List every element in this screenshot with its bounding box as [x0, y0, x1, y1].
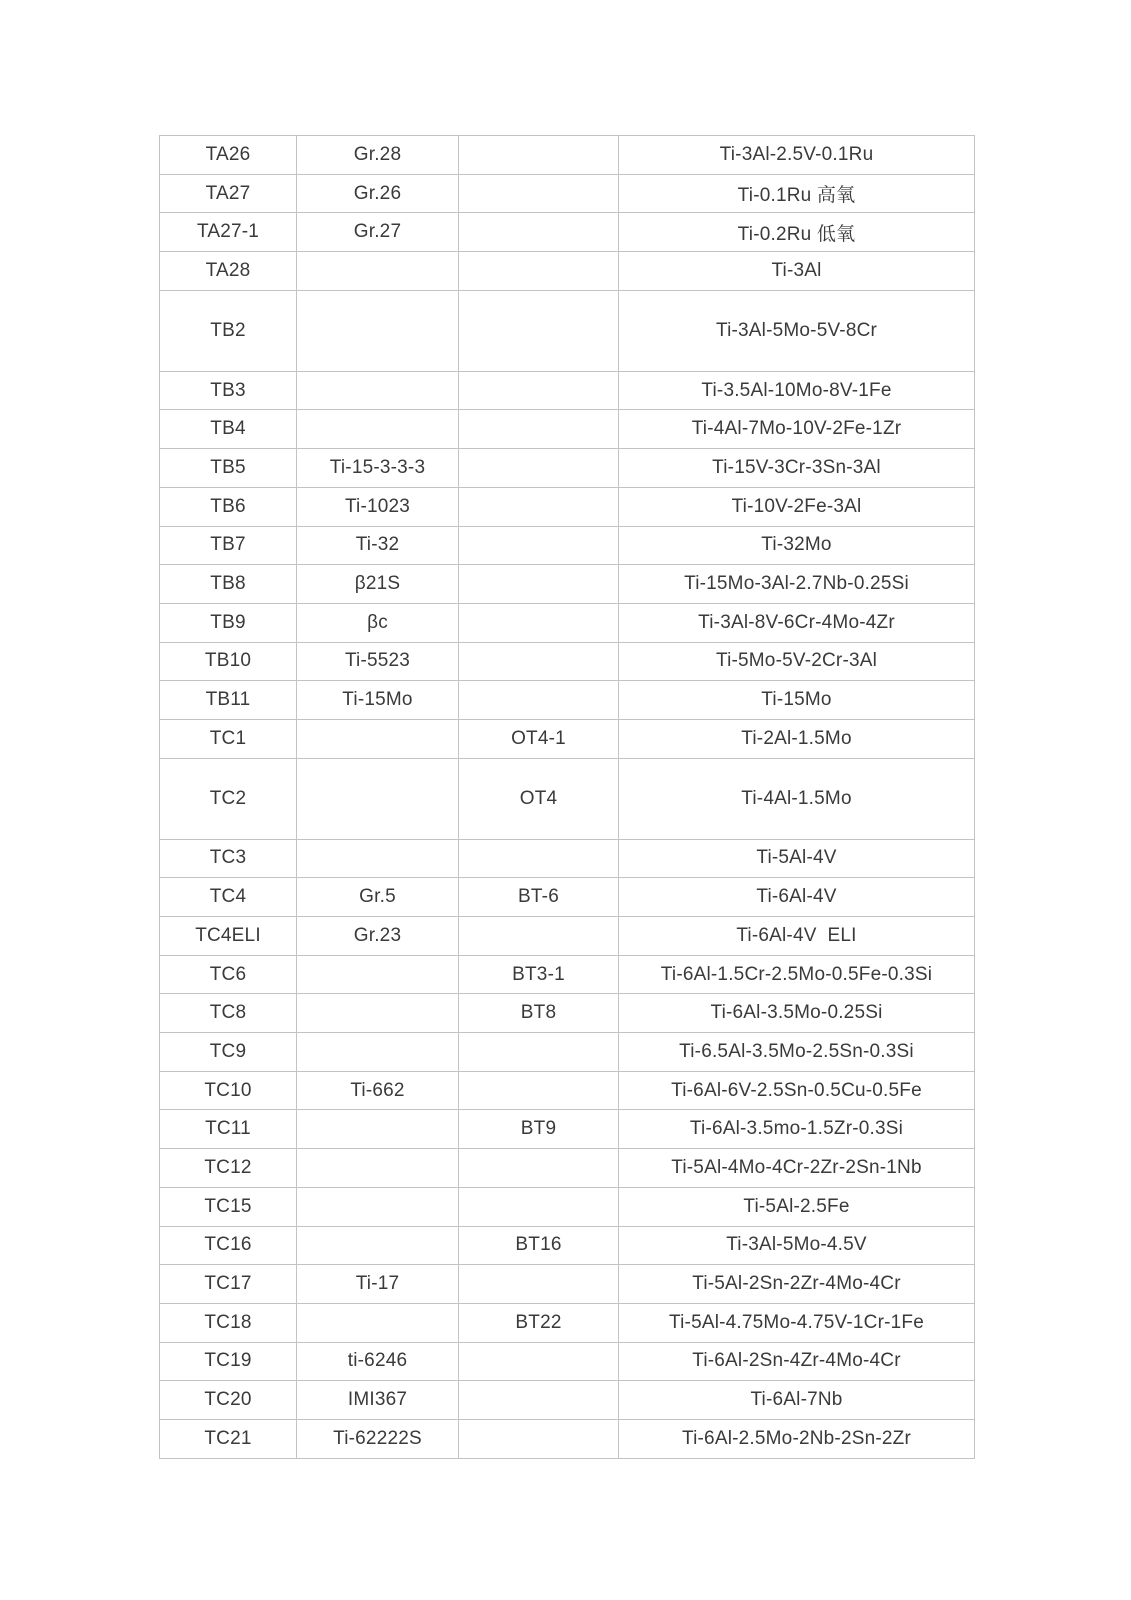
table-row: [160, 878, 975, 917]
cell-grade-ru: [459, 1419, 619, 1458]
cell-grade-cn: TC2: [160, 758, 297, 839]
cell-grade-ru: [459, 449, 619, 488]
cell-grade-us: [297, 719, 459, 758]
cell-grade-cn: TC8: [160, 994, 297, 1033]
cell-grade-us: [297, 371, 459, 410]
cell-grade-cn: TB5: [160, 449, 297, 488]
cell-grade-ru: [459, 1071, 619, 1110]
cell-grade-cn: TB8: [160, 565, 297, 604]
cell-composition: Ti-3Al-8V-6Cr-4Mo-4Zr: [619, 603, 975, 642]
cell-grade-cn: TC15: [160, 1187, 297, 1226]
table-row: [160, 1342, 975, 1381]
cell-grade-ru: [459, 290, 619, 371]
cell-grade-cn: TC18: [160, 1303, 297, 1342]
cell-grade-ru: OT4: [459, 758, 619, 839]
cell-composition: Ti-6Al-4V: [619, 878, 975, 917]
cell-grade-cn: TB6: [160, 487, 297, 526]
table-row: [160, 565, 975, 604]
cell-grade-cn: TC10: [160, 1071, 297, 1110]
cell-grade-us: [297, 410, 459, 449]
cell-grade-us: β21S: [297, 565, 459, 604]
cell-grade-ru: BT16: [459, 1226, 619, 1265]
cell-composition: Ti-6Al-3.5mo-1.5Zr-0.3Si: [619, 1110, 975, 1149]
cell-composition: Ti-6Al-1.5Cr-2.5Mo-0.5Fe-0.3Si: [619, 955, 975, 994]
cell-composition: Ti-6Al-6V-2.5Sn-0.5Cu-0.5Fe: [619, 1071, 975, 1110]
cell-grade-ru: [459, 1342, 619, 1381]
cell-grade-us: [297, 758, 459, 839]
table-row: [160, 371, 975, 410]
cell-composition: Ti-5Al-2.5Fe: [619, 1187, 975, 1226]
table-row: [160, 526, 975, 565]
cell-grade-us: Ti-62222S: [297, 1419, 459, 1458]
table-row: [160, 290, 975, 371]
cell-composition: Ti-3.5Al-10Mo-8V-1Fe: [619, 371, 975, 410]
cell-grade-ru: [459, 174, 619, 213]
cell-composition: Ti-15Mo: [619, 681, 975, 720]
cell-grade-ru: BT8: [459, 994, 619, 1033]
cell-grade-cn: TC19: [160, 1342, 297, 1381]
cell-grade-ru: [459, 410, 619, 449]
cell-grade-us: Ti-17: [297, 1265, 459, 1304]
cell-composition: Ti-3Al: [619, 252, 975, 291]
cell-composition: Ti-0.1Ru 高氧: [619, 174, 975, 213]
cell-composition: Ti-0.2Ru 低氧: [619, 213, 975, 252]
cell-composition: Ti-6Al-2Sn-4Zr-4Mo-4Cr: [619, 1342, 975, 1381]
cell-grade-ru: [459, 917, 619, 956]
cell-grade-cn: TB7: [160, 526, 297, 565]
cell-grade-us: Gr.28: [297, 136, 459, 175]
cell-grade-cn: TC11: [160, 1110, 297, 1149]
cell-grade-cn: TC6: [160, 955, 297, 994]
cell-grade-cn: TA27: [160, 174, 297, 213]
table-row: [160, 174, 975, 213]
cell-grade-us: Ti-5523: [297, 642, 459, 681]
cell-grade-cn: TC21: [160, 1419, 297, 1458]
cell-grade-ru: [459, 1033, 619, 1072]
cell-grade-cn: TA28: [160, 252, 297, 291]
cell-composition: Ti-4Al-1.5Mo: [619, 758, 975, 839]
cell-grade-ru: [459, 487, 619, 526]
cell-grade-cn: TA26: [160, 136, 297, 175]
table-row: [160, 1226, 975, 1265]
cell-grade-cn: TB4: [160, 410, 297, 449]
cell-grade-us: Gr.23: [297, 917, 459, 956]
table-row: [160, 1381, 975, 1420]
table-row: [160, 719, 975, 758]
cell-grade-cn: TC3: [160, 839, 297, 878]
table-row: [160, 1265, 975, 1304]
cell-grade-cn: TB10: [160, 642, 297, 681]
cell-composition: Ti-6Al-7Nb: [619, 1381, 975, 1420]
cell-grade-ru: BT9: [459, 1110, 619, 1149]
cell-composition: Ti-3Al-5Mo-5V-8Cr: [619, 290, 975, 371]
cell-grade-ru: [459, 839, 619, 878]
cell-grade-ru: [459, 565, 619, 604]
cell-grade-us: [297, 252, 459, 291]
cell-grade-cn: TC17: [160, 1265, 297, 1304]
cell-grade-us: Ti-32: [297, 526, 459, 565]
cell-grade-cn: TC4ELI: [160, 917, 297, 956]
cell-grade-us: βc: [297, 603, 459, 642]
cell-composition: Ti-5Al-4Mo-4Cr-2Zr-2Sn-1Nb: [619, 1149, 975, 1188]
cell-composition: Ti-32Mo: [619, 526, 975, 565]
cell-grade-cn: TB11: [160, 681, 297, 720]
table-row: [160, 213, 975, 252]
cell-composition: Ti-5Al-4V: [619, 839, 975, 878]
cell-composition: Ti-6.5Al-3.5Mo-2.5Sn-0.3Si: [619, 1033, 975, 1072]
cell-grade-ru: [459, 213, 619, 252]
cell-grade-ru: BT-6: [459, 878, 619, 917]
cell-grade-ru: BT3-1: [459, 955, 619, 994]
table-row: [160, 839, 975, 878]
cell-grade-us: Gr.27: [297, 213, 459, 252]
cell-grade-cn: TC9: [160, 1033, 297, 1072]
cell-grade-us: Gr.5: [297, 878, 459, 917]
cell-grade-cn: TB2: [160, 290, 297, 371]
table-row: [160, 1419, 975, 1458]
cell-grade-cn: TC16: [160, 1226, 297, 1265]
cell-grade-ru: [459, 371, 619, 410]
cell-grade-us: Ti-15Mo: [297, 681, 459, 720]
cell-grade-us: [297, 1303, 459, 1342]
cell-composition: Ti-5Mo-5V-2Cr-3Al: [619, 642, 975, 681]
table-row: [160, 955, 975, 994]
cell-grade-us: [297, 839, 459, 878]
table-row: [160, 252, 975, 291]
cell-grade-ru: [459, 642, 619, 681]
cell-grade-us: [297, 1033, 459, 1072]
cell-composition: Ti-5Al-4.75Mo-4.75V-1Cr-1Fe: [619, 1303, 975, 1342]
cell-composition: Ti-5Al-2Sn-2Zr-4Mo-4Cr: [619, 1265, 975, 1304]
cell-grade-cn: TC20: [160, 1381, 297, 1420]
cell-composition: Ti-15Mo-3Al-2.7Nb-0.25Si: [619, 565, 975, 604]
cell-composition: Ti-3Al-5Mo-4.5V: [619, 1226, 975, 1265]
cell-grade-ru: [459, 526, 619, 565]
cell-grade-ru: [459, 1187, 619, 1226]
cell-composition: Ti-15V-3Cr-3Sn-3Al: [619, 449, 975, 488]
cell-grade-ru: [459, 1381, 619, 1420]
cell-grade-cn: TC12: [160, 1149, 297, 1188]
cell-grade-us: [297, 1149, 459, 1188]
cell-grade-us: [297, 290, 459, 371]
cell-grade-cn: TA27-1: [160, 213, 297, 252]
cell-composition: Ti-2Al-1.5Mo: [619, 719, 975, 758]
table-row: [160, 1110, 975, 1149]
cell-grade-us: [297, 1110, 459, 1149]
cell-composition: Ti-10V-2Fe-3Al: [619, 487, 975, 526]
table-row: [160, 136, 975, 175]
cell-grade-us: Gr.26: [297, 174, 459, 213]
cell-grade-ru: [459, 252, 619, 291]
cell-grade-us: Ti-662: [297, 1071, 459, 1110]
table-row: [160, 487, 975, 526]
table-row: [160, 1187, 975, 1226]
cell-composition: Ti-6Al-3.5Mo-0.25Si: [619, 994, 975, 1033]
cell-composition: Ti-6Al-4V ELI: [619, 917, 975, 956]
cell-grade-ru: [459, 603, 619, 642]
table-row: [160, 449, 975, 488]
cell-grade-us: [297, 1187, 459, 1226]
table-row: [160, 1303, 975, 1342]
table-row: [160, 758, 975, 839]
cell-grade-cn: TC1: [160, 719, 297, 758]
cell-grade-cn: TB3: [160, 371, 297, 410]
cell-grade-ru: OT4-1: [459, 719, 619, 758]
table-row: [160, 642, 975, 681]
cell-grade-cn: TB9: [160, 603, 297, 642]
cell-grade-cn: TC4: [160, 878, 297, 917]
table-row: [160, 603, 975, 642]
cell-grade-us: [297, 994, 459, 1033]
cell-grade-ru: BT22: [459, 1303, 619, 1342]
table-row: [160, 917, 975, 956]
cell-grade-us: IMI367: [297, 1381, 459, 1420]
cell-grade-ru: [459, 1265, 619, 1304]
cell-grade-us: Ti-15-3-3-3: [297, 449, 459, 488]
cell-grade-ru: [459, 136, 619, 175]
titanium-alloy-grade-table: [159, 135, 975, 1459]
table-row: [160, 1149, 975, 1188]
cell-grade-us: [297, 1226, 459, 1265]
table-row: [160, 994, 975, 1033]
table-row: [160, 410, 975, 449]
table-row: [160, 1071, 975, 1110]
cell-grade-us: [297, 955, 459, 994]
cell-grade-ru: [459, 1149, 619, 1188]
cell-composition: Ti-6Al-2.5Mo-2Nb-2Sn-2Zr: [619, 1419, 975, 1458]
table-body: [160, 136, 975, 1459]
cell-grade-us: Ti-1023: [297, 487, 459, 526]
cell-grade-us: ti-6246: [297, 1342, 459, 1381]
cell-grade-ru: [459, 681, 619, 720]
cell-composition: Ti-4Al-7Mo-10V-2Fe-1Zr: [619, 410, 975, 449]
table-row: [160, 1033, 975, 1072]
cell-composition: Ti-3Al-2.5V-0.1Ru: [619, 136, 975, 175]
table-row: [160, 681, 975, 720]
